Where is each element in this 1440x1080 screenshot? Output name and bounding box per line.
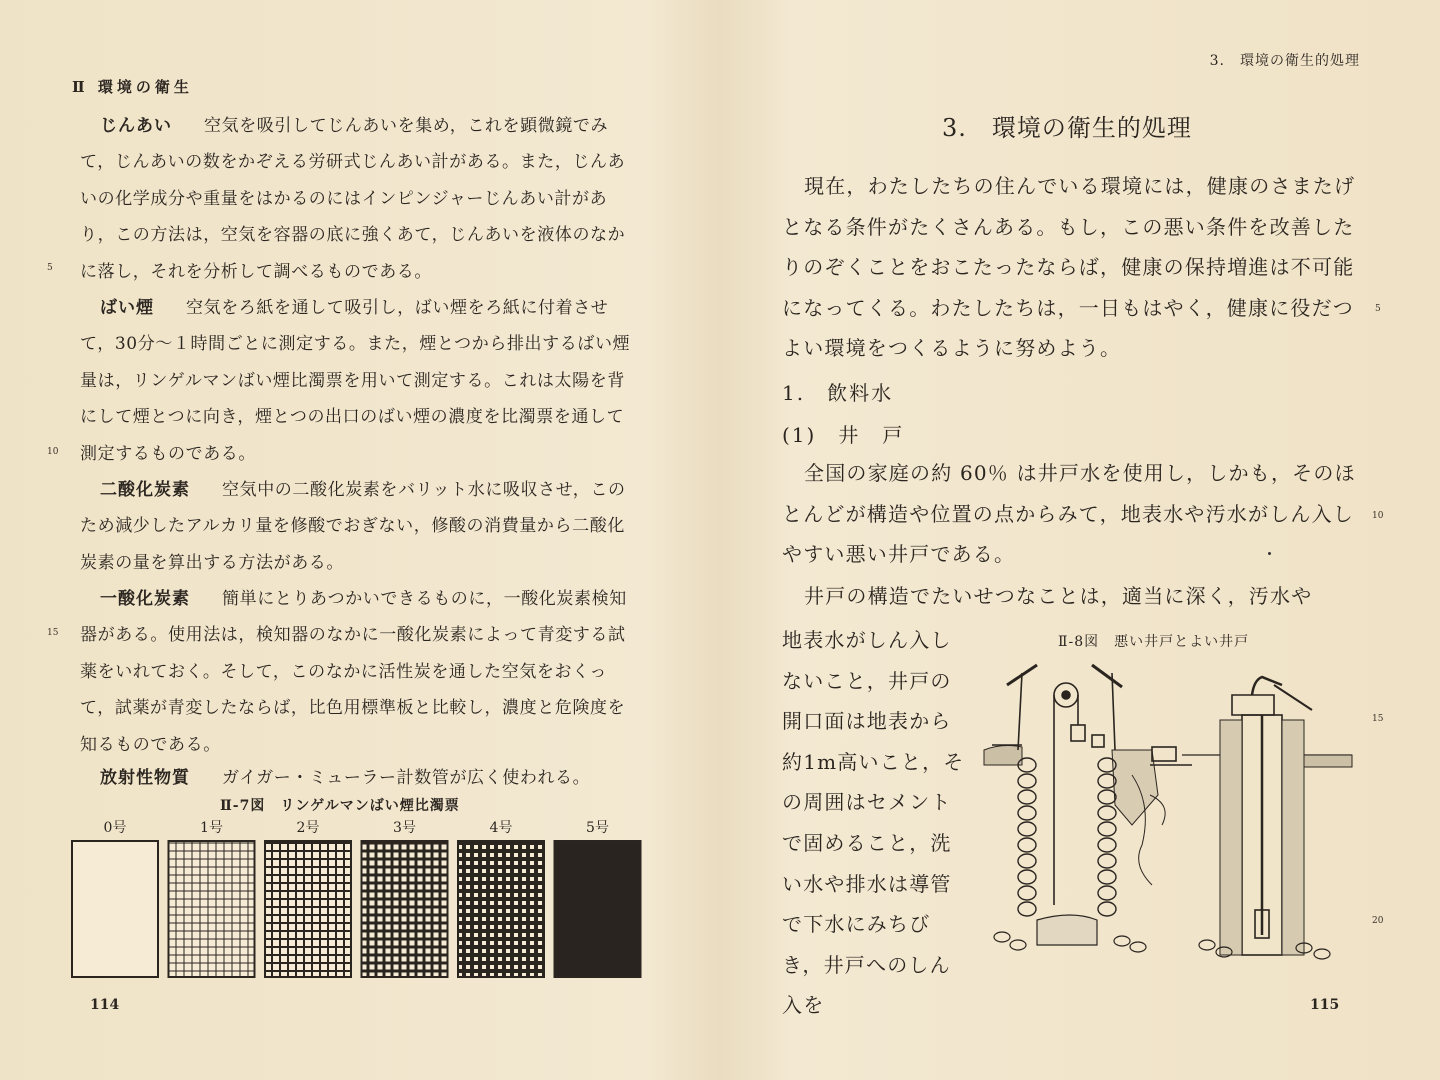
chart-category-label: 5号 xyxy=(586,820,609,836)
ringelmann-card xyxy=(265,841,351,977)
page-number-left: 114 xyxy=(90,997,120,1013)
chart-category-label: 4号 xyxy=(489,820,513,836)
ringelmann-card xyxy=(458,841,544,977)
section-title: 3. 環境の衛生的処理 xyxy=(942,114,1192,142)
running-head-left: Ⅱ 環境の衛生 xyxy=(72,78,193,96)
wells-paragraph-1: 全国の家庭の約 60％ は井戸水を使用し，しかも，そのほとんどが構造や位置の点からみて，地表水や汚水がしん入しやすい悪い井戸である。 xyxy=(782,461,1356,566)
wells-paragraph-2-rest: 地表水がしん入しないこと，井戸の開口面は地表から約1m高いこと，その周囲はセメントで固めること，洗い水や排水は導管で下水にみちびき，井戸へのしん入を xyxy=(782,628,965,1018)
page-number-right: 115 xyxy=(1310,997,1340,1013)
figure-8-caption: Ⅱ-8図 悪い井戸とよい井戸 xyxy=(1058,634,1250,650)
line-number-10: 10 xyxy=(47,447,59,457)
line-number-15: 15 xyxy=(47,628,59,638)
running-head-right: 3. 環境の衛生的処理 xyxy=(1209,53,1360,69)
right-page xyxy=(720,0,1440,1080)
ringelmann-card xyxy=(555,841,641,977)
wells-illustration xyxy=(982,655,1367,975)
line-number-r10: 10 xyxy=(1372,511,1384,521)
intro-paragraph: 現在，わたしたちの住んでいる環境には，健康のさまたげとなる条件がたくさんある。もし，この悪い条件を改善したりのぞくことをおこたったならば，健康の保持増進は不可能になってくる。わたしたちは，一日もはやく，健康に役だつよい環境をつくるように努めよう。 xyxy=(782,174,1356,360)
text-dust: 空気を吸引してじんあいを集め，これを顕微鏡でみて，じんあいの数をかぞえる労研式じんあい計がある。また，じんあいの化学成分や重量をはかるのにはインピンジャーじんあい計があり，この方法は，空気を容器の底に強くあて，じんあいを液体のなかに落し，それを分析して調べるものである。 xyxy=(80,116,626,282)
good-well-illustration xyxy=(1150,677,1352,959)
ringelmann-card xyxy=(72,841,158,977)
term-co: 一酸化炭素 xyxy=(100,589,190,609)
ringelmann-card xyxy=(169,841,255,977)
line-number-r5: 5 xyxy=(1375,304,1381,314)
figure-7-caption: Ⅱ-7図 リンゲルマンばい煙比濁票 xyxy=(220,798,460,814)
wells-paragraph-2-line1: 井戸の構造でたいせつなことは，適当に深く，汚水や xyxy=(804,584,1313,608)
heading-drinking-water: 1. 飲料水 xyxy=(782,381,894,405)
term-dust: じんあい xyxy=(100,116,172,136)
chart-category-label: 1号 xyxy=(200,820,223,836)
term-smoke: ばい煙 xyxy=(100,298,154,318)
chart-category-label: 3号 xyxy=(393,820,416,836)
text-co2: 空気中の二酸化炭素をバリット水に吸収させ，このため減少したアルカリ量を修酸でおぎない，修酸の消費量から二酸化炭素の量を算出する方法がある。 xyxy=(80,480,626,573)
chart-category-label: 2号 xyxy=(296,820,320,836)
heading-wells: (1) 井 戸 xyxy=(782,423,905,447)
term-radioactive: 放射性物質 xyxy=(100,768,190,788)
line-number-r15: 15 xyxy=(1372,714,1384,724)
ringelmann-card xyxy=(362,841,448,977)
term-co2: 二酸化炭素 xyxy=(100,480,190,500)
paragraph-co xyxy=(80,581,635,763)
chart-category-label: 0号 xyxy=(103,820,127,836)
paragraph-smoke xyxy=(80,290,635,472)
bad-well-illustration xyxy=(984,665,1165,952)
paragraph-radioactive xyxy=(80,760,635,796)
text-radioactive: ガイガー・ミューラー計数管が広く使われる。 xyxy=(222,768,591,788)
paragraph-co2 xyxy=(80,472,635,581)
print-speck xyxy=(1268,552,1271,555)
line-number-5: 5 xyxy=(47,263,53,273)
line-number-r20: 20 xyxy=(1372,916,1384,926)
text-smoke: 空気をろ紙を通して吸引し，ばい煙をろ紙に付着させて，30分～１時間ごとに測定する。また，煙とつから排出するばい煙量は，リンゲルマンばい煙比濁票を用いて測定する。これは太陽を背にして煙とつに向き，煙とつの出口のばい煙の濃度を比濁票を通して測定するものである。 xyxy=(80,298,631,464)
ringelmann-chart xyxy=(60,815,660,985)
text-co: 簡単にとりあつかいできるものに，一酸化炭素検知器がある。使用法は，検知器のなかに一酸化炭素によって青変する試薬をいれておく。そして，このなかに活性炭を通した空気をおくって，試薬が青変したならば，比色用標準板と比較し，濃度と危険度を知るものである。 xyxy=(80,589,627,755)
paragraph-dust xyxy=(80,108,635,290)
